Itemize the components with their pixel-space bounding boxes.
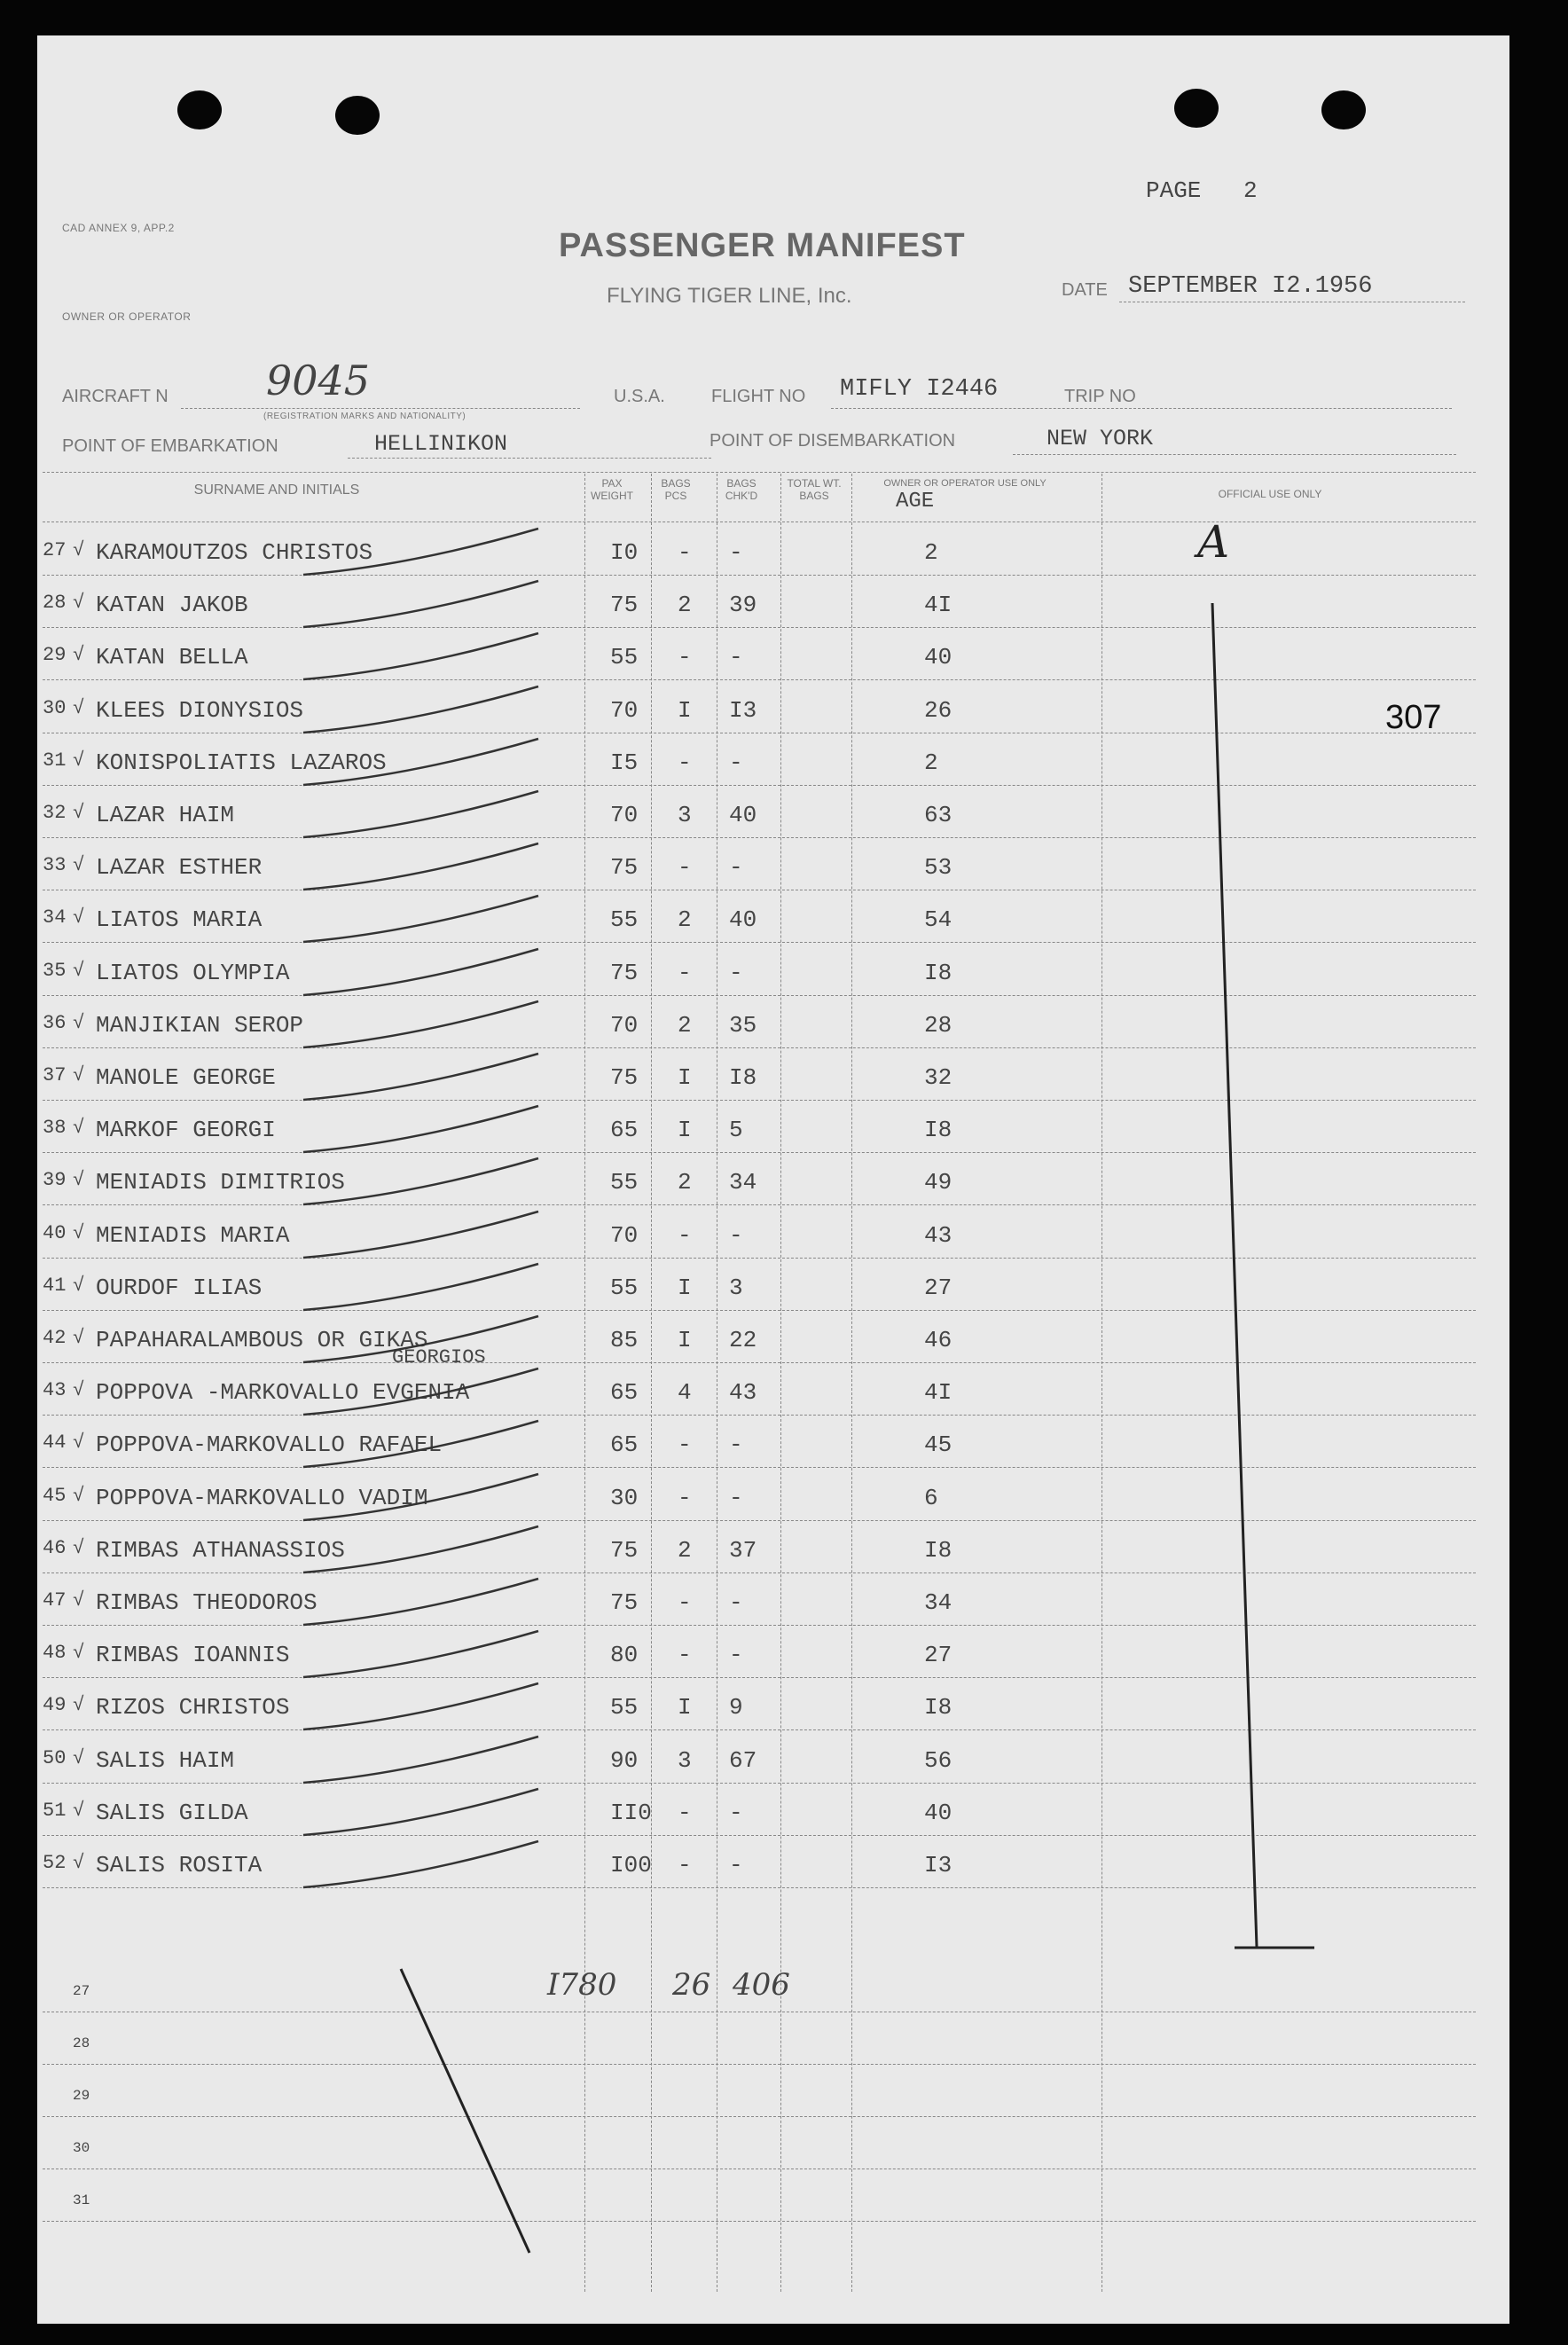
pax-weight: 75 — [610, 1589, 639, 1616]
bags-chkd: 40 — [729, 906, 757, 933]
row-number: 41 — [43, 1274, 67, 1297]
age: 2 — [924, 539, 938, 566]
tick-stroke — [303, 686, 538, 733]
total-weight: I780 — [547, 1967, 617, 2003]
check-mark-icon: √ — [73, 1117, 85, 1139]
check-mark-icon: √ — [73, 1852, 85, 1874]
bags-chkd: 39 — [729, 592, 757, 618]
bags-chkd: - — [729, 854, 743, 881]
col-pax-weight: PAX WEIGHT — [591, 477, 633, 502]
row-number: 34 — [43, 906, 67, 929]
tick-stroke — [303, 1212, 538, 1258]
check-mark-icon: √ — [73, 1012, 85, 1034]
row-number: 45 — [43, 1485, 67, 1507]
page-number: 2 — [1243, 177, 1258, 204]
pax-weight: II0 — [610, 1800, 652, 1826]
age: I8 — [924, 1694, 953, 1721]
passenger-name: MENIADIS MARIA — [96, 1222, 290, 1249]
empty-row-number: 30 — [73, 2140, 90, 2156]
tick-stroke — [303, 1421, 538, 1467]
bags-pcs: - — [678, 854, 692, 881]
bags-pcs: I — [678, 697, 692, 724]
check-mark-icon: √ — [73, 1222, 85, 1244]
bags-pcs: 2 — [678, 1169, 692, 1196]
passenger-name: LAZAR HAIM — [96, 802, 235, 828]
bags-pcs: I — [678, 1064, 692, 1091]
check-mark-icon: √ — [73, 1642, 85, 1664]
handwriting-overlay — [37, 35, 1509, 2324]
age: 56 — [924, 1747, 953, 1774]
tick-stroke — [303, 1841, 538, 1887]
date-value: SEPTEMBER I2.1956 — [1128, 273, 1373, 300]
age: 27 — [924, 1642, 953, 1668]
bags-pcs: 2 — [678, 1012, 692, 1039]
age: 26 — [924, 697, 953, 724]
passenger-name: RIMBAS THEODOROS — [96, 1589, 318, 1616]
total-chkd: 406 — [733, 1967, 790, 2003]
owner-label: OWNER OR OPERATOR — [62, 310, 192, 323]
bags-chkd: 67 — [729, 1747, 757, 1774]
tick-stroke — [303, 843, 538, 890]
row-number: 30 — [43, 697, 67, 719]
pax-weight: 55 — [610, 906, 639, 933]
row-number: 29 — [43, 644, 67, 666]
pax-weight: 90 — [610, 1747, 639, 1774]
pax-weight: 75 — [610, 854, 639, 881]
check-mark-icon: √ — [73, 539, 85, 561]
pax-weight: 65 — [610, 1379, 639, 1406]
passenger-name-cont: GEORGIOS — [392, 1346, 486, 1369]
passenger-name: SALIS ROSITA — [96, 1852, 263, 1878]
passenger-name: MANOLE GEORGE — [96, 1064, 276, 1091]
row-number: 47 — [43, 1589, 67, 1612]
passenger-name: POPPOVA-MARKOVALLO RAFAEL — [96, 1431, 443, 1458]
row-number: 42 — [43, 1327, 67, 1349]
passenger-name: OURDOF ILIAS — [96, 1274, 263, 1301]
passenger-name: LIATOS OLYMPIA — [96, 960, 290, 986]
flight-label: FLIGHT NO — [711, 387, 806, 406]
check-mark-icon: √ — [73, 1800, 85, 1822]
registration-note: (REGISTRATION MARKS AND NATIONALITY) — [263, 412, 466, 421]
row-number: 27 — [43, 539, 67, 561]
passenger-name: KLEES DIONYSIOS — [96, 697, 304, 724]
bags-pcs: - — [678, 749, 692, 776]
age: 6 — [924, 1485, 938, 1511]
row-number: 33 — [43, 854, 67, 876]
date-label: DATE — [1062, 280, 1108, 300]
pax-weight: 30 — [610, 1485, 639, 1511]
age: 54 — [924, 906, 953, 933]
row-number: 52 — [43, 1852, 67, 1874]
passenger-name: RIMBAS ATHANASSIOS — [96, 1537, 345, 1564]
empty-row-number: 31 — [73, 2192, 90, 2208]
age: 2 — [924, 749, 938, 776]
passenger-name: POPPOVA-MARKOVALLO VADIM — [96, 1485, 428, 1511]
row-number: 32 — [43, 802, 67, 824]
pax-weight: 70 — [610, 1222, 639, 1249]
passenger-name: SALIS HAIM — [96, 1747, 235, 1774]
passenger-name: KARAMOUTZOS CHRISTOS — [96, 539, 373, 566]
pax-weight: 75 — [610, 1064, 639, 1091]
row-number: 36 — [43, 1012, 67, 1034]
col-age: AGE — [896, 490, 935, 514]
pax-weight: I5 — [610, 749, 639, 776]
age: I8 — [924, 1537, 953, 1564]
bags-chkd: I8 — [729, 1064, 757, 1091]
col-official: OFFICIAL USE ONLY — [1218, 488, 1322, 500]
bags-chkd: - — [729, 1222, 743, 1249]
bags-chkd: - — [729, 1852, 743, 1878]
check-mark-icon: √ — [73, 749, 85, 772]
passenger-name: MENIADIS DIMITRIOS — [96, 1169, 345, 1196]
bags-pcs: 2 — [678, 1537, 692, 1564]
bags-chkd: - — [729, 1642, 743, 1668]
pax-weight: 65 — [610, 1431, 639, 1458]
manifest-sheet — [37, 35, 1509, 2324]
bags-chkd: - — [729, 749, 743, 776]
bags-chkd: - — [729, 960, 743, 986]
bags-pcs: - — [678, 1642, 692, 1668]
age: 63 — [924, 802, 953, 828]
tick-stroke — [303, 791, 538, 837]
age: I3 — [924, 1852, 953, 1878]
tick-stroke — [303, 1106, 538, 1152]
tick-stroke — [303, 581, 538, 627]
age: 53 — [924, 854, 953, 881]
bags-chkd: - — [729, 539, 743, 566]
check-mark-icon: √ — [73, 906, 85, 929]
bags-pcs: I — [678, 1117, 692, 1143]
bags-chkd: 3 — [729, 1274, 743, 1301]
age: 49 — [924, 1169, 953, 1196]
bags-pcs: 4 — [678, 1379, 692, 1406]
aircraft-value: 9045 — [266, 357, 371, 404]
bags-chkd: 34 — [729, 1169, 757, 1196]
pax-weight: 70 — [610, 1012, 639, 1039]
tick-stroke — [303, 1474, 538, 1520]
bags-pcs: 2 — [678, 592, 692, 618]
row-number: 37 — [43, 1064, 67, 1086]
bags-pcs: I — [678, 1327, 692, 1353]
bags-chkd: I3 — [729, 697, 757, 724]
tick-stroke — [303, 1158, 538, 1204]
stamp-number: 307 — [1385, 699, 1442, 736]
row-number: 50 — [43, 1747, 67, 1769]
pax-weight: 55 — [610, 1169, 639, 1196]
pax-weight: I0 — [610, 539, 639, 566]
flight-value: MIFLY I2446 — [840, 376, 999, 403]
bags-pcs: I — [678, 1274, 692, 1301]
check-mark-icon: √ — [73, 960, 85, 982]
tick-stroke — [303, 1054, 538, 1100]
col-bags-chkd: BAGS CHK'D — [725, 477, 758, 502]
passenger-name: KATAN JAKOB — [96, 592, 248, 618]
passenger-name: RIMBAS IOANNIS — [96, 1642, 290, 1668]
age: 45 — [924, 1431, 953, 1458]
age: 46 — [924, 1327, 953, 1353]
bags-chkd: 40 — [729, 802, 757, 828]
bags-pcs: - — [678, 1485, 692, 1511]
age: 34 — [924, 1589, 953, 1616]
bags-chkd: - — [729, 1800, 743, 1826]
row-number: 48 — [43, 1642, 67, 1664]
tick-stroke — [303, 949, 538, 995]
check-mark-icon: √ — [73, 1064, 85, 1086]
pax-weight: 85 — [610, 1327, 639, 1353]
embarkation-label: POINT OF EMBARKATION — [62, 436, 278, 456]
check-mark-icon: √ — [73, 802, 85, 824]
col-owner-overprint: OWNER OR OPERATOR USE ONLY — [883, 478, 1047, 489]
page-label: PAGE — [1146, 177, 1202, 204]
row-number: 31 — [43, 749, 67, 772]
bags-chkd: - — [729, 1431, 743, 1458]
total-pcs: 26 — [672, 1967, 711, 2003]
bags-chkd: 37 — [729, 1537, 757, 1564]
check-mark-icon: √ — [73, 592, 85, 614]
check-mark-icon: √ — [73, 854, 85, 876]
disembarkation-value: NEW YORK — [1047, 426, 1154, 451]
bags-pcs: - — [678, 1589, 692, 1616]
age: 4I — [924, 592, 953, 618]
empty-row-number: 29 — [73, 2088, 90, 2104]
check-mark-icon: √ — [73, 697, 85, 719]
bags-pcs: - — [678, 1222, 692, 1249]
company-name: FLYING TIGER LINE, Inc. — [607, 284, 852, 308]
bags-chkd: 35 — [729, 1012, 757, 1039]
bags-pcs: I — [678, 1694, 692, 1721]
row-number: 35 — [43, 960, 67, 982]
passenger-name: RIZOS CHRISTOS — [96, 1694, 290, 1721]
row-number: 39 — [43, 1169, 67, 1191]
passenger-name: SALIS GILDA — [96, 1800, 248, 1826]
check-mark-icon: √ — [73, 1379, 85, 1401]
tick-stroke — [303, 896, 538, 942]
bags-chkd: 9 — [729, 1694, 743, 1721]
pax-weight: 55 — [610, 1694, 639, 1721]
disembarkation-label: POINT OF DISEMBARKATION — [710, 431, 956, 451]
row-number: 40 — [43, 1222, 67, 1244]
tick-stroke — [303, 1264, 538, 1310]
tick-stroke — [303, 1789, 538, 1835]
check-mark-icon: √ — [73, 1274, 85, 1297]
tick-stroke — [303, 1369, 538, 1415]
pax-weight: 55 — [610, 1274, 639, 1301]
check-mark-icon: √ — [73, 1485, 85, 1507]
passenger-name: MANJIKIAN SEROP — [96, 1012, 304, 1039]
age: 40 — [924, 644, 953, 671]
bags-pcs: 2 — [678, 906, 692, 933]
age: 27 — [924, 1274, 953, 1301]
official-mark: A — [1197, 516, 1230, 568]
pax-weight: 75 — [610, 1537, 639, 1564]
bags-chkd: 5 — [729, 1117, 743, 1143]
form-code: CAD ANNEX 9, APP.2 — [62, 222, 175, 234]
age: I8 — [924, 960, 953, 986]
tick-stroke — [303, 1683, 538, 1729]
tick-stroke — [303, 1001, 538, 1047]
bags-chkd: 22 — [729, 1327, 757, 1353]
bags-chkd: - — [729, 644, 743, 671]
row-number: 43 — [43, 1379, 67, 1401]
bags-pcs: 3 — [678, 1747, 692, 1774]
tick-stroke — [303, 1737, 538, 1783]
pax-weight: 75 — [610, 960, 639, 986]
tick-stroke — [303, 739, 538, 785]
bags-chkd: - — [729, 1589, 743, 1616]
row-number: 51 — [43, 1800, 67, 1822]
col-bags-pcs: BAGS PCS — [661, 477, 691, 502]
bags-pcs: - — [678, 539, 692, 566]
cancel-stroke — [401, 1969, 529, 2253]
pax-weight: 70 — [610, 697, 639, 724]
passenger-name: LIATOS MARIA — [96, 906, 263, 933]
pax-weight: 70 — [610, 802, 639, 828]
passenger-name: LAZAR ESTHER — [96, 854, 263, 881]
usa-label: U.S.A. — [614, 387, 665, 406]
document-title: PASSENGER MANIFEST — [559, 227, 966, 264]
tick-stroke — [303, 1579, 538, 1625]
age: 40 — [924, 1800, 953, 1826]
check-mark-icon: √ — [73, 1431, 85, 1454]
bags-pcs: - — [678, 1800, 692, 1826]
bags-pcs: - — [678, 644, 692, 671]
tick-stroke — [303, 633, 538, 679]
check-mark-icon: √ — [73, 644, 85, 666]
check-mark-icon: √ — [73, 1589, 85, 1612]
empty-row-number: 27 — [73, 1983, 90, 1999]
age: 4I — [924, 1379, 953, 1406]
bags-chkd: - — [729, 1485, 743, 1511]
bags-pcs: - — [678, 1852, 692, 1878]
col-surname: SURNAME AND INITIALS — [193, 482, 360, 498]
col-total-wt: TOTAL WT. BAGS — [787, 477, 842, 502]
row-number: 46 — [43, 1537, 67, 1559]
row-number: 49 — [43, 1694, 67, 1716]
aircraft-label: AIRCRAFT N — [62, 387, 169, 406]
passenger-name: MARKOF GEORGI — [96, 1117, 276, 1143]
tick-stroke — [303, 1631, 538, 1677]
pax-weight: 75 — [610, 592, 639, 618]
tick-stroke — [303, 529, 538, 575]
embarkation-value: HELLINIKON — [374, 431, 508, 457]
age: 28 — [924, 1012, 953, 1039]
passenger-name: KONISPOLIATIS LAZAROS — [96, 749, 387, 776]
pax-weight: 55 — [610, 644, 639, 671]
passenger-name: KATAN BELLA — [96, 644, 248, 671]
passenger-name: PAPAHARALAMBOUS OR GIKAS — [96, 1327, 428, 1353]
age: 32 — [924, 1064, 953, 1091]
bags-pcs: - — [678, 1431, 692, 1458]
age: 43 — [924, 1222, 953, 1249]
trip-label: TRIP NO — [1064, 387, 1136, 406]
empty-row-number: 28 — [73, 2035, 90, 2051]
row-number: 28 — [43, 592, 67, 614]
row-number: 44 — [43, 1431, 67, 1454]
age: I8 — [924, 1117, 953, 1143]
tick-stroke — [303, 1526, 538, 1572]
pax-weight: I00 — [610, 1852, 652, 1878]
bags-chkd: 43 — [729, 1379, 757, 1406]
bags-pcs: 3 — [678, 802, 692, 828]
check-mark-icon: √ — [73, 1169, 85, 1191]
official-bracket — [1212, 603, 1314, 1948]
tick-stroke — [303, 1316, 538, 1362]
check-mark-icon: √ — [73, 1327, 85, 1349]
bags-pcs: - — [678, 960, 692, 986]
check-mark-icon: √ — [73, 1747, 85, 1769]
passenger-name: POPPOVA -MARKOVALLO EVGENIA — [96, 1379, 470, 1406]
check-mark-icon: √ — [73, 1694, 85, 1716]
pax-weight: 65 — [610, 1117, 639, 1143]
check-mark-icon: √ — [73, 1537, 85, 1559]
row-number: 38 — [43, 1117, 67, 1139]
pax-weight: 80 — [610, 1642, 639, 1668]
